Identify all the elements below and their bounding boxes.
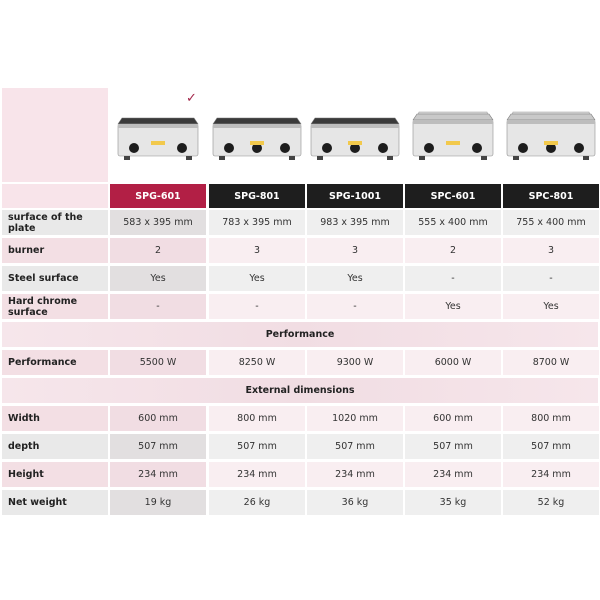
row-label-width: Width: [2, 406, 108, 431]
row-label-net-weight: Net weight: [2, 490, 108, 515]
table-cell: Yes: [110, 266, 206, 291]
table-cell: 6000 W: [405, 350, 501, 375]
table-cell: 507 mm: [110, 434, 206, 459]
table-cell: 234 mm: [405, 462, 501, 487]
table-cell: 234 mm: [503, 462, 599, 487]
table-cell: 1020 mm: [307, 406, 403, 431]
table-cell: 800 mm: [503, 406, 599, 431]
row-label-depth: depth: [2, 434, 108, 459]
table-cell: 800 mm: [209, 406, 305, 431]
table-cell: 234 mm: [209, 462, 305, 487]
table-cell: 3: [503, 238, 599, 263]
table-cell: 507 mm: [307, 434, 403, 459]
table-cell: 507 mm: [503, 434, 599, 459]
table-cell: Yes: [503, 294, 599, 319]
table-cell: 52 kg: [503, 490, 599, 515]
section-external-dimensions: External dimensions: [2, 378, 598, 403]
product-header-spg-801[interactable]: SPG-801: [209, 184, 305, 208]
table-cell: 600 mm: [405, 406, 501, 431]
table-cell: 8250 W: [209, 350, 305, 375]
product-image-spc-801[interactable]: [506, 108, 596, 162]
table-cell: 555 x 400 mm: [405, 210, 501, 235]
row-label-height: Height: [2, 462, 108, 487]
table-cell: 600 mm: [110, 406, 206, 431]
table-cell: 35 kg: [405, 490, 501, 515]
table-cell: 3: [307, 238, 403, 263]
table-cell: -: [307, 294, 403, 319]
row-label-performance: Performance: [2, 350, 108, 375]
table-cell: 755 x 400 mm: [503, 210, 599, 235]
image-row-label-cell: [2, 88, 108, 182]
product-image-spc-601[interactable]: [408, 108, 498, 162]
table-cell: Yes: [209, 266, 305, 291]
table-cell: 234 mm: [307, 462, 403, 487]
table-cell: 8700 W: [503, 350, 599, 375]
row-label-hard-chrome-surface: Hard chrome surface: [2, 294, 108, 319]
table-cell: -: [110, 294, 206, 319]
section-performance: Performance: [2, 322, 598, 347]
product-header-spg-1001[interactable]: SPG-1001: [307, 184, 403, 208]
table-cell: 234 mm: [110, 462, 206, 487]
table-cell: -: [405, 266, 501, 291]
table-cell: 2: [405, 238, 501, 263]
checkmark-icon: ✓: [186, 91, 197, 106]
product-header-spg-601[interactable]: SPG-601: [110, 184, 206, 208]
product-image-spg-601[interactable]: [113, 108, 203, 162]
table-cell: 507 mm: [209, 434, 305, 459]
table-cell: Yes: [307, 266, 403, 291]
row-label-surface-of-the-plate: surface of the plate: [2, 210, 108, 235]
table-cell: -: [503, 266, 599, 291]
product-header-spc-601[interactable]: SPC-601: [405, 184, 501, 208]
table-cell: 2: [110, 238, 206, 263]
table-cell: -: [209, 294, 305, 319]
table-cell: Yes: [405, 294, 501, 319]
table-cell: 783 x 395 mm: [209, 210, 305, 235]
table-cell: 9300 W: [307, 350, 403, 375]
table-cell: 36 kg: [307, 490, 403, 515]
product-image-spg-801[interactable]: [212, 108, 302, 162]
product-image-spg-1001[interactable]: [310, 108, 400, 162]
table-cell: 3: [209, 238, 305, 263]
table-cell: 507 mm: [405, 434, 501, 459]
row-label-steel-surface: Steel surface: [2, 266, 108, 291]
table-cell: 583 x 395 mm: [110, 210, 206, 235]
table-cell: 5500 W: [110, 350, 206, 375]
table-cell: 26 kg: [209, 490, 305, 515]
product-header-spc-801[interactable]: SPC-801: [503, 184, 599, 208]
table-cell: 983 x 395 mm: [307, 210, 403, 235]
table-cell: 19 kg: [110, 490, 206, 515]
header-label-cell: [2, 184, 108, 208]
row-label-burner: burner: [2, 238, 108, 263]
